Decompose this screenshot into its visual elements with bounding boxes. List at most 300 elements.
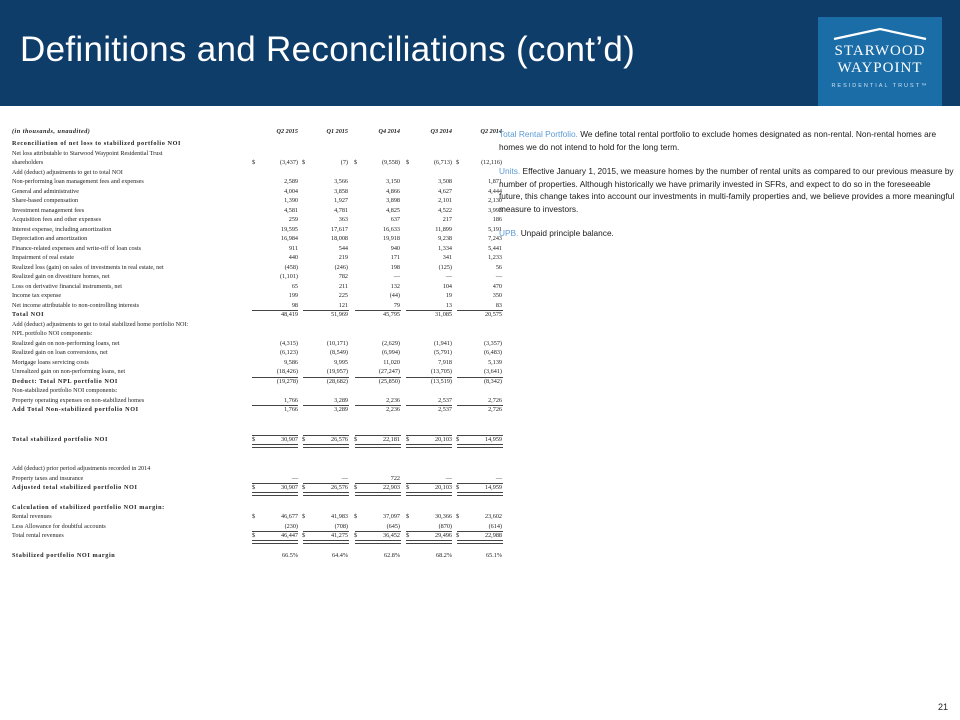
row-label: Total NOI	[12, 311, 45, 318]
table-cell: 1,233	[488, 254, 502, 261]
table-row	[12, 387, 492, 397]
table-cell: (19,957)	[326, 368, 348, 375]
column-header: Q4 2014	[378, 128, 400, 135]
table-cell: 211	[338, 282, 348, 290]
row-label: Share-based compensation	[12, 197, 79, 204]
table-cell: (6,713)	[433, 159, 452, 166]
definition-total-rental-portfolio	[499, 128, 955, 153]
table-row	[12, 225, 502, 236]
definition-text: Unpaid principle balance.	[520, 228, 614, 238]
table-cell: 3,993	[488, 206, 502, 214]
table-cell: (1,941)	[433, 339, 452, 347]
table-cell: 225	[338, 292, 348, 299]
table-cell: 5,191	[488, 225, 502, 233]
table-cell: 940	[390, 244, 400, 252]
table-row	[12, 339, 502, 350]
logo-text-line1: STARWOOD	[834, 43, 926, 59]
row-label: Interest expense, including amortization	[12, 225, 112, 233]
table-cell: —	[291, 474, 298, 482]
table-cell: 4,866	[386, 187, 400, 195]
table-cell: 98	[291, 301, 298, 309]
row-label: Rental revenues	[12, 513, 52, 520]
currency-symbol: $	[252, 159, 256, 166]
logo-text-line2: WAYPOINT	[837, 60, 923, 76]
table-cell: 5,441	[488, 244, 502, 252]
table-cell: 350	[492, 292, 502, 299]
rule-line	[303, 531, 349, 532]
table-cell: 4,004	[284, 187, 298, 195]
row-label: Depreciation and amortization	[12, 235, 88, 242]
currency-symbol: $	[456, 159, 460, 166]
table-row	[12, 263, 502, 274]
table-cell: (230)	[284, 522, 298, 530]
table-cell: 7,243	[488, 235, 502, 242]
currency-symbol: $	[302, 484, 306, 491]
row-label: Total rental revenues	[12, 532, 64, 539]
table-cell: 470	[492, 282, 502, 290]
table-cell: (44)	[389, 292, 400, 299]
currency-symbol: $	[252, 484, 256, 491]
table-cell: 20,103	[434, 484, 452, 491]
currency-symbol: $	[456, 532, 460, 539]
row-label: Stabilized portfolio NOI margin	[12, 551, 116, 559]
table-cell: —	[341, 474, 348, 482]
currency-symbol: $	[354, 513, 358, 520]
table-cell: 911	[288, 244, 298, 252]
row-label: Realized gain on divestiture homes, net	[12, 273, 110, 280]
table-cell: 29,496	[434, 532, 452, 539]
table-cell: 3,289	[334, 396, 348, 404]
rule-line	[406, 435, 452, 436]
table-cell: 14,959	[484, 435, 502, 443]
rule-line	[355, 405, 401, 406]
currency-symbol: $	[252, 513, 256, 520]
table-cell: 1,927	[334, 197, 348, 204]
table-cell: 2,236	[386, 406, 400, 413]
table-row	[12, 159, 502, 169]
rule-line	[252, 377, 298, 378]
rule-line	[457, 483, 503, 484]
rule-line	[355, 483, 401, 484]
table-cell: 16,984	[280, 235, 298, 242]
table-cell: (5,791)	[433, 349, 452, 356]
logo-text-line3: RESIDENTIAL TRUST™	[831, 83, 929, 89]
table-cell: 62.8%	[384, 551, 400, 559]
row-label: Net loss attributable to Starwood Waypoint Residential Trust	[12, 149, 163, 157]
column-header: Q2 2014	[480, 128, 502, 135]
table-row	[12, 254, 502, 264]
table-cell: 3,566	[334, 178, 348, 185]
table-header-label: (in thousands, unaudited)	[12, 128, 91, 135]
table-cell: 1,766	[284, 406, 298, 413]
table-cell: 1,871	[488, 178, 502, 185]
currency-symbol: $	[406, 435, 410, 443]
table-cell: 341	[442, 254, 452, 261]
rule-line	[252, 531, 298, 532]
currency-symbol: $	[456, 484, 460, 491]
table-cell: 4,444	[488, 187, 502, 195]
table-cell: 3,508	[438, 178, 452, 185]
table-cell: 198	[390, 263, 400, 271]
rule-line	[252, 405, 298, 406]
table-cell: (19,278)	[276, 377, 298, 385]
table-cell: 363	[338, 216, 348, 223]
table-row	[12, 178, 502, 188]
currency-symbol: $	[456, 513, 460, 520]
table-cell: (246)	[334, 263, 348, 271]
rule-line	[457, 531, 503, 532]
table-cell: 2,589	[284, 178, 298, 185]
table-cell: (10,171)	[326, 339, 348, 347]
table-cell: 186	[492, 216, 502, 223]
currency-symbol: $	[302, 513, 306, 520]
rule-line	[303, 483, 349, 484]
table-cell: 36,452	[382, 532, 400, 539]
table-cell: 3,898	[386, 197, 400, 204]
table-cell: 31,085	[434, 311, 452, 318]
table-row	[12, 206, 502, 217]
table-cell: 782	[338, 273, 348, 280]
table-cell: 79	[393, 301, 400, 309]
table-row	[12, 358, 502, 369]
rule-line	[355, 310, 401, 311]
table-cell: (3,357)	[483, 339, 502, 347]
table-row	[12, 551, 502, 562]
row-label: Acquisition fees and other expenses	[12, 216, 102, 223]
table-header-row	[12, 128, 502, 140]
rule-line	[457, 405, 503, 406]
definition-units	[499, 165, 955, 215]
definition-term: Total Rental Portfolio.	[499, 129, 578, 139]
table-cell: —	[445, 474, 452, 482]
currency-symbol: $	[406, 484, 410, 491]
table-cell: (4,315)	[279, 339, 298, 347]
page-number: 21	[937, 702, 948, 712]
rule-line	[457, 310, 503, 311]
table-cell: 2,537	[438, 396, 452, 404]
table-cell: 46,447	[280, 532, 298, 539]
table-cell: 637	[390, 216, 400, 223]
table-row	[12, 321, 492, 331]
table-row	[12, 484, 502, 494]
table-cell: (708)	[334, 522, 348, 530]
row-label: Add (deduct) adjustments to get to total stabilized home portfolio NOI:	[12, 320, 189, 328]
table-cell: 30,366	[434, 513, 452, 520]
row-label: Add Total Non-stabilized portfolio NOI	[12, 406, 139, 413]
currency-symbol: $	[406, 159, 410, 166]
table-cell: (9,558)	[381, 159, 400, 166]
table-cell: 17,617	[330, 225, 348, 233]
currency-symbol: $	[406, 532, 410, 539]
rule-line	[252, 483, 298, 484]
table-cell: 3,289	[334, 406, 348, 413]
table-cell: 2,236	[386, 396, 400, 404]
table-spacer	[12, 542, 492, 552]
table-cell: (18,426)	[276, 368, 298, 375]
table-cell: 65	[291, 282, 298, 290]
table-row	[12, 330, 492, 340]
table-spacer	[12, 494, 492, 504]
currency-symbol: $	[406, 513, 410, 520]
table-cell: 13	[445, 301, 452, 309]
column-header: Q2 2015	[276, 128, 298, 135]
currency-symbol: $	[252, 532, 256, 539]
table-cell: 121	[338, 301, 348, 309]
row-label: Deduct: Total NPL portfolio NOI	[12, 377, 118, 385]
table-cell: 9,995	[334, 358, 348, 366]
table-cell: (2,629)	[381, 339, 400, 347]
table-cell: 65.1%	[486, 551, 502, 559]
table-cell: 4,825	[386, 206, 400, 214]
table-cell: 7,918	[438, 358, 452, 366]
table-cell: 83	[495, 301, 502, 309]
table-cell: 259	[288, 216, 298, 223]
rule-line	[252, 435, 298, 436]
currency-symbol: $	[302, 532, 306, 539]
table-cell: (6,994)	[381, 349, 400, 356]
table-cell: 68.2%	[436, 551, 452, 559]
rule-line	[355, 377, 401, 378]
row-label: shareholders	[12, 159, 44, 166]
row-label: Add (deduct) prior period adjustments recorded in 2014	[12, 465, 151, 472]
row-label: Realized gain on non-performing loans, net	[12, 339, 120, 347]
row-label: NPL portfolio NOI components:	[12, 330, 93, 337]
table-row	[12, 435, 502, 446]
table-cell: 18,008	[330, 235, 348, 242]
table-row	[12, 292, 502, 302]
table-cell: (870)	[438, 522, 452, 530]
rule-line	[406, 310, 452, 311]
table-cell: 2,726	[488, 396, 502, 404]
row-label: Finance-related expenses and write-off of loan costs	[12, 244, 142, 252]
table-row	[12, 406, 502, 416]
table-row	[12, 197, 502, 207]
table-cell: (645)	[386, 522, 400, 530]
table-row	[12, 140, 492, 150]
table-cell: 104	[442, 282, 452, 290]
table-cell: 26,576	[330, 435, 348, 443]
definition-term: UPB.	[499, 228, 519, 238]
table-cell: (13,705)	[430, 368, 452, 375]
table-cell: 1,334	[438, 244, 452, 252]
table-cell: (125)	[438, 263, 452, 271]
row-label: Total stabilized portfolio NOI	[12, 435, 108, 443]
row-label: Add (deduct) adjustments to get to total NOI	[12, 168, 123, 176]
table-row	[12, 273, 502, 283]
definition-term: Units.	[499, 166, 521, 176]
rule-line	[303, 405, 349, 406]
table-row	[12, 244, 502, 255]
row-label: Mortgage loans servicing costs	[12, 358, 89, 366]
table-cell: 4,627	[438, 187, 452, 195]
table-cell: 217	[442, 216, 452, 223]
page-title: Definitions and Reconciliations (cont’d)	[20, 30, 636, 69]
table-cell: 4,781	[334, 206, 348, 214]
table-cell: (6,123)	[279, 349, 298, 356]
row-label: Investment management fees	[12, 206, 85, 214]
table-cell: —	[495, 273, 502, 280]
rule-line	[457, 435, 503, 436]
table-cell: 3,858	[334, 187, 348, 195]
table-cell: 66.5%	[282, 551, 298, 559]
table-cell: (25,850)	[378, 377, 400, 385]
table-cell: 1,766	[284, 396, 298, 404]
table-cell: (7)	[340, 159, 348, 166]
rule-line	[303, 435, 349, 436]
table-row	[12, 150, 492, 160]
table-cell: 19	[445, 292, 452, 299]
table-row	[12, 235, 502, 245]
table-cell: 9,238	[438, 235, 452, 242]
column-header: Q1 2015	[326, 128, 348, 135]
row-label: Property taxes and insurance	[12, 474, 84, 482]
row-label: Reconciliation of net loss to stabilized portfolio NOI	[12, 140, 182, 147]
table-cell: 2,726	[488, 406, 502, 413]
table-cell: 4,581	[284, 206, 298, 214]
row-label: Less Allowance for doubtful accounts	[12, 522, 106, 530]
table-cell: 45,795	[382, 311, 400, 318]
table-spacer	[12, 455, 492, 465]
rule-line	[355, 435, 401, 436]
title-bar	[0, 0, 960, 106]
table-cell: 20,103	[434, 435, 452, 443]
table-cell: 22,903	[382, 484, 400, 491]
row-label: Property operating expenses on non-stabilized homes	[12, 396, 145, 404]
table-cell: (458)	[284, 263, 298, 271]
table-cell: 199	[288, 292, 298, 299]
definition-text: Effective January 1, 2015, we measure homes by the number of rental units as compared to our previous measure by number of properties. Although historically we have primarily invested in SFRs, and expect to do so in the foreseeable future, this change takes into account our investments in multi-family properties and, we believe provides a more meaningful measure to investors.	[499, 166, 955, 214]
row-label: Realized gain on loan conversions, net	[12, 349, 108, 356]
table-cell: 41,983	[330, 513, 348, 520]
row-label: Realized loss (gain) on sales of investments in real estate, net	[12, 263, 164, 271]
row-label: Loss on derivative financial instruments, net	[12, 282, 122, 290]
table-spacer	[12, 416, 492, 426]
rule-line	[406, 377, 452, 378]
table-cell: (8,342)	[483, 377, 502, 385]
definition-upb	[499, 227, 955, 240]
table-cell: 20,575	[484, 311, 502, 318]
currency-symbol: $	[252, 435, 256, 443]
table-spacer	[12, 445, 492, 455]
table-cell: 51,969	[330, 311, 348, 318]
currency-symbol: $	[302, 159, 306, 166]
reconciliation-table	[12, 128, 502, 561]
company-logo	[818, 17, 942, 106]
table-row	[12, 216, 502, 226]
table-row	[12, 311, 502, 321]
table-row	[12, 465, 492, 475]
table-cell: 48,419	[280, 311, 298, 318]
table-row	[12, 532, 502, 542]
table-row	[12, 187, 502, 198]
table-cell: 56	[495, 263, 502, 271]
table-cell: 14,959	[484, 484, 502, 491]
table-cell: 30,907	[280, 435, 298, 443]
table-cell: (3,437)	[279, 159, 298, 166]
table-row	[12, 282, 502, 293]
table-cell: (1,101)	[279, 273, 298, 280]
row-label: Non-stabilized portfolio NOI components:	[12, 387, 118, 394]
roof-icon	[832, 27, 928, 41]
rule-line	[406, 405, 452, 406]
currency-symbol: $	[354, 532, 358, 539]
table-cell: (614)	[488, 522, 502, 530]
table-cell: 22,181	[382, 435, 400, 443]
row-label: Unrealized gain on non-performing loans, net	[12, 368, 126, 375]
rule-line	[406, 483, 452, 484]
table-cell: 9,586	[284, 358, 298, 366]
row-label: Impairment of real estate	[12, 254, 75, 261]
rule-line	[303, 310, 349, 311]
row-label: Adjusted total stabilized portfolio NOI	[12, 484, 138, 491]
table-cell: 19,918	[382, 235, 400, 242]
table-cell: 544	[338, 244, 348, 252]
rule-line	[252, 310, 298, 311]
table-cell: 1,390	[284, 197, 298, 204]
table-cell: (8,549)	[329, 349, 348, 356]
currency-symbol: $	[302, 435, 306, 443]
table-cell: 11,899	[435, 225, 452, 233]
column-header: Q3 2014	[430, 128, 452, 135]
table-cell: 22,988	[484, 532, 502, 539]
table-cell: 46,677	[280, 513, 298, 520]
rule-line	[303, 377, 349, 378]
table-cell: 26,576	[330, 484, 348, 491]
row-label: Non-performing loan management fees and expenses	[12, 178, 144, 185]
currency-symbol: $	[354, 484, 358, 491]
table-cell: 2,101	[438, 197, 452, 204]
table-cell: 37,097	[382, 513, 400, 520]
table-cell: (28,682)	[326, 377, 348, 385]
table-row	[12, 349, 502, 359]
table-cell: 2,130	[488, 197, 502, 204]
table-cell: 41,275	[330, 532, 348, 539]
row-label: Net income attributable to non-controlling interests	[12, 301, 139, 309]
table-cell: —	[393, 273, 400, 280]
table-cell: —	[495, 474, 502, 482]
table-cell: 5,139	[488, 358, 502, 366]
table-cell: (13,519)	[430, 377, 452, 385]
table-cell: 23,602	[484, 513, 502, 520]
table-cell: (6,483)	[483, 349, 502, 356]
table-cell: 4,522	[438, 206, 452, 214]
currency-symbol: $	[456, 435, 460, 443]
table-row	[12, 169, 492, 179]
definitions-panel	[499, 128, 955, 252]
table-cell: 11,020	[383, 358, 400, 366]
rule-line	[457, 377, 503, 378]
table-cell: 19,595	[280, 225, 298, 233]
table-cell: 132	[390, 282, 400, 290]
table-cell: 171	[390, 254, 400, 261]
table-row	[12, 504, 492, 514]
table-cell: (3,641)	[483, 368, 502, 375]
table-row	[12, 377, 502, 388]
table-cell: (12,116)	[481, 159, 502, 166]
row-label: Income tax expense	[12, 292, 62, 299]
row-label: General and administrative	[12, 187, 80, 195]
table-cell: 219	[338, 254, 348, 261]
table-cell: (27,247)	[378, 368, 400, 375]
table-cell: 3,150	[386, 178, 400, 185]
table-cell: 440	[288, 254, 298, 261]
rule-line	[406, 531, 452, 532]
rule-line	[355, 531, 401, 532]
table-cell: 64.4%	[332, 551, 348, 559]
table-cell: 722	[390, 474, 400, 482]
currency-symbol: $	[354, 159, 358, 166]
table-cell: 30,907	[280, 484, 298, 491]
